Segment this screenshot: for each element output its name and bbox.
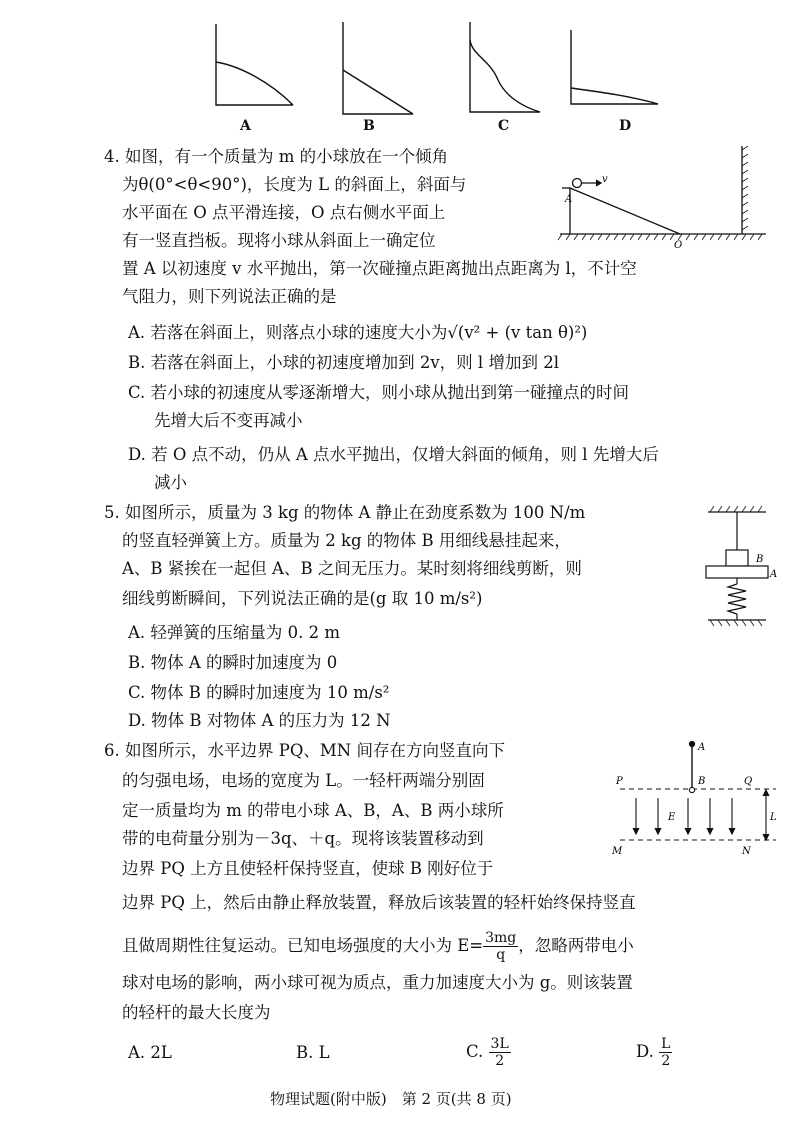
q5-option-a: A. 轻弹簧的压缩量为 0. 2 m <box>128 623 341 642</box>
q4-fig-label-v: v <box>602 174 608 185</box>
q6-line-1: 6. 如图所示，水平边界 PQ、MN 间存在方向竖直向下 <box>104 741 505 760</box>
q5-option-b: B. 物体 A 的瞬时加速度为 0 <box>128 653 338 672</box>
q6-fig-label-e: E <box>668 812 676 823</box>
q6-line-8: 球对电场的影响，两小球可视为质点，重力加速度大小为 g。则该装置 <box>122 973 633 992</box>
q4-option-b: B. 若落在斜面上，小球的初速度增加到 2v，则 l 增加到 2l <box>128 353 559 372</box>
page-footer: 物理试题(附中版) 第 2 页(共 8 页) <box>270 1090 512 1108</box>
q5-line-2: 的竖直轻弹簧上方。质量为 2 kg 的物体 B 用细线悬挂起来， <box>122 531 571 550</box>
q5-option-d: D. 物体 B 对物体 A 的压力为 12 N <box>128 711 391 730</box>
q6-line-7-pre: 且做周期性往复运动。已知电场强度的大小为 E= <box>122 936 484 955</box>
q6-option-b: B. L <box>296 1043 330 1062</box>
q6-option-c-num: 3L <box>490 1036 509 1052</box>
q6-fig-label-p: P <box>616 776 623 787</box>
graph-b-curve <box>343 22 413 114</box>
q4-line-6: 气阻力，则下列说法正确的是 <box>122 287 337 306</box>
q4-line-4: 有一竖直挡板。现将小球从斜面上一确定位 <box>122 231 436 250</box>
q6-figure <box>606 734 786 864</box>
q4-option-d: D. 若 O 点不动，仍从 A 点水平抛出，仅增大斜面的倾角，则 l 先增大后 <box>128 445 659 464</box>
graph-label-a: A <box>240 118 251 134</box>
graph-label-c: C <box>498 118 510 134</box>
q6-line-4: 带的电荷量分别为－3q、＋q。现将该装置移动到 <box>122 829 484 848</box>
q6-line-6: 边界 PQ 上，然后由静止释放装置，释放后该装置的轻杆始终保持竖直 <box>122 893 636 912</box>
q5-fig-label-b: B <box>756 554 764 565</box>
q5-line-1: 5. 如图所示，质量为 3 kg 的物体 A 静止在劲度系数为 100 N/m <box>104 503 586 522</box>
graph-d-curve <box>571 30 658 104</box>
q6-option-d-num: L <box>661 1036 671 1052</box>
q6-fig-label-q: Q <box>744 776 753 787</box>
q6-option-c-label: C. <box>466 1042 484 1061</box>
q6-fig-label-b: B <box>698 776 706 787</box>
q4-line-3: 水平面在 O 点平滑连接，O 点右侧水平面上 <box>122 203 446 222</box>
q4-option-c: C. 若小球的初速度从零逐渐增大，则小球从抛出到第一碰撞点的时间 <box>128 383 630 402</box>
q4-fig-label-o: O <box>674 240 683 251</box>
q6-field-frac-num: 3mg <box>485 930 517 946</box>
q4-option-c-cont: 先增大后不变再减小 <box>154 411 303 430</box>
q6-line-7-post: ，忽略两带电小 <box>518 936 634 955</box>
graph-label-d: D <box>619 118 632 134</box>
q6-fig-label-n: N <box>742 846 751 857</box>
q4-line-5: 置 A 以初速度 v 水平抛出，第一次碰撞点距离抛出点距离为 l，不计空 <box>122 259 637 278</box>
q6-option-d-fraction <box>659 1036 672 1069</box>
q4-option-d-cont: 减小 <box>154 473 187 492</box>
q6-option-d-label: D. <box>636 1042 654 1061</box>
q6-fig-label-a: A <box>698 742 706 753</box>
answer-graphs <box>0 0 794 140</box>
q6-option-a: A. 2L <box>128 1043 172 1062</box>
q4-line-1: 4. 如图，有一个质量为 m 的小球放在一个倾角 <box>104 147 449 166</box>
q4-line-2: 为θ(0°<θ<90°)，长度为 L 的斜面上，斜面与 <box>122 175 467 194</box>
q6-fig-label-m: M <box>612 846 623 857</box>
q6-fig-label-l: L <box>770 812 777 823</box>
q5-fig-label-a: A <box>770 569 778 580</box>
q6-field-frac-den: q <box>496 947 506 963</box>
q4-fig-label-a: A <box>565 194 573 205</box>
q6-line-2: 的匀强电场，电场的宽度为 L。一轻杆两端分别固 <box>122 771 485 790</box>
q6-option-d <box>636 1034 672 1070</box>
q5-line-3: A、B 紧挨在一起但 A、B 之间无压力。某时刻将细线剪断，则 <box>122 559 582 578</box>
q4-option-a: A. 若落在斜面上，则落点小球的速度大小为√(v² + (v tan θ)²) <box>128 323 588 342</box>
q6-option-c-fraction <box>489 1036 511 1069</box>
q6-option-c <box>466 1034 511 1070</box>
q6-field-fraction <box>483 930 518 963</box>
graph-label-b: B <box>363 118 375 134</box>
q5-option-c: C. 物体 B 的瞬时加速度为 10 m/s² <box>128 683 390 702</box>
q4-figure <box>556 140 786 252</box>
graph-c-curve <box>470 22 540 112</box>
q5-figure <box>700 500 784 632</box>
q5-line-4: 细线剪断瞬间，下列说法正确的是(g 取 10 m/s²) <box>122 589 483 608</box>
q6-line-3: 定一质量均为 m 的带电小球 A、B，A、B 两小球所 <box>122 801 504 820</box>
q6-line-9: 的轻杆的最大长度为 <box>122 1003 271 1022</box>
q6-option-d-den: 2 <box>661 1053 671 1069</box>
q6-line-5: 边界 PQ 上方且使轻杆保持竖直，使球 B 刚好位于 <box>122 859 494 878</box>
q6-option-c-den: 2 <box>495 1053 505 1069</box>
q6-line-7 <box>122 928 634 964</box>
